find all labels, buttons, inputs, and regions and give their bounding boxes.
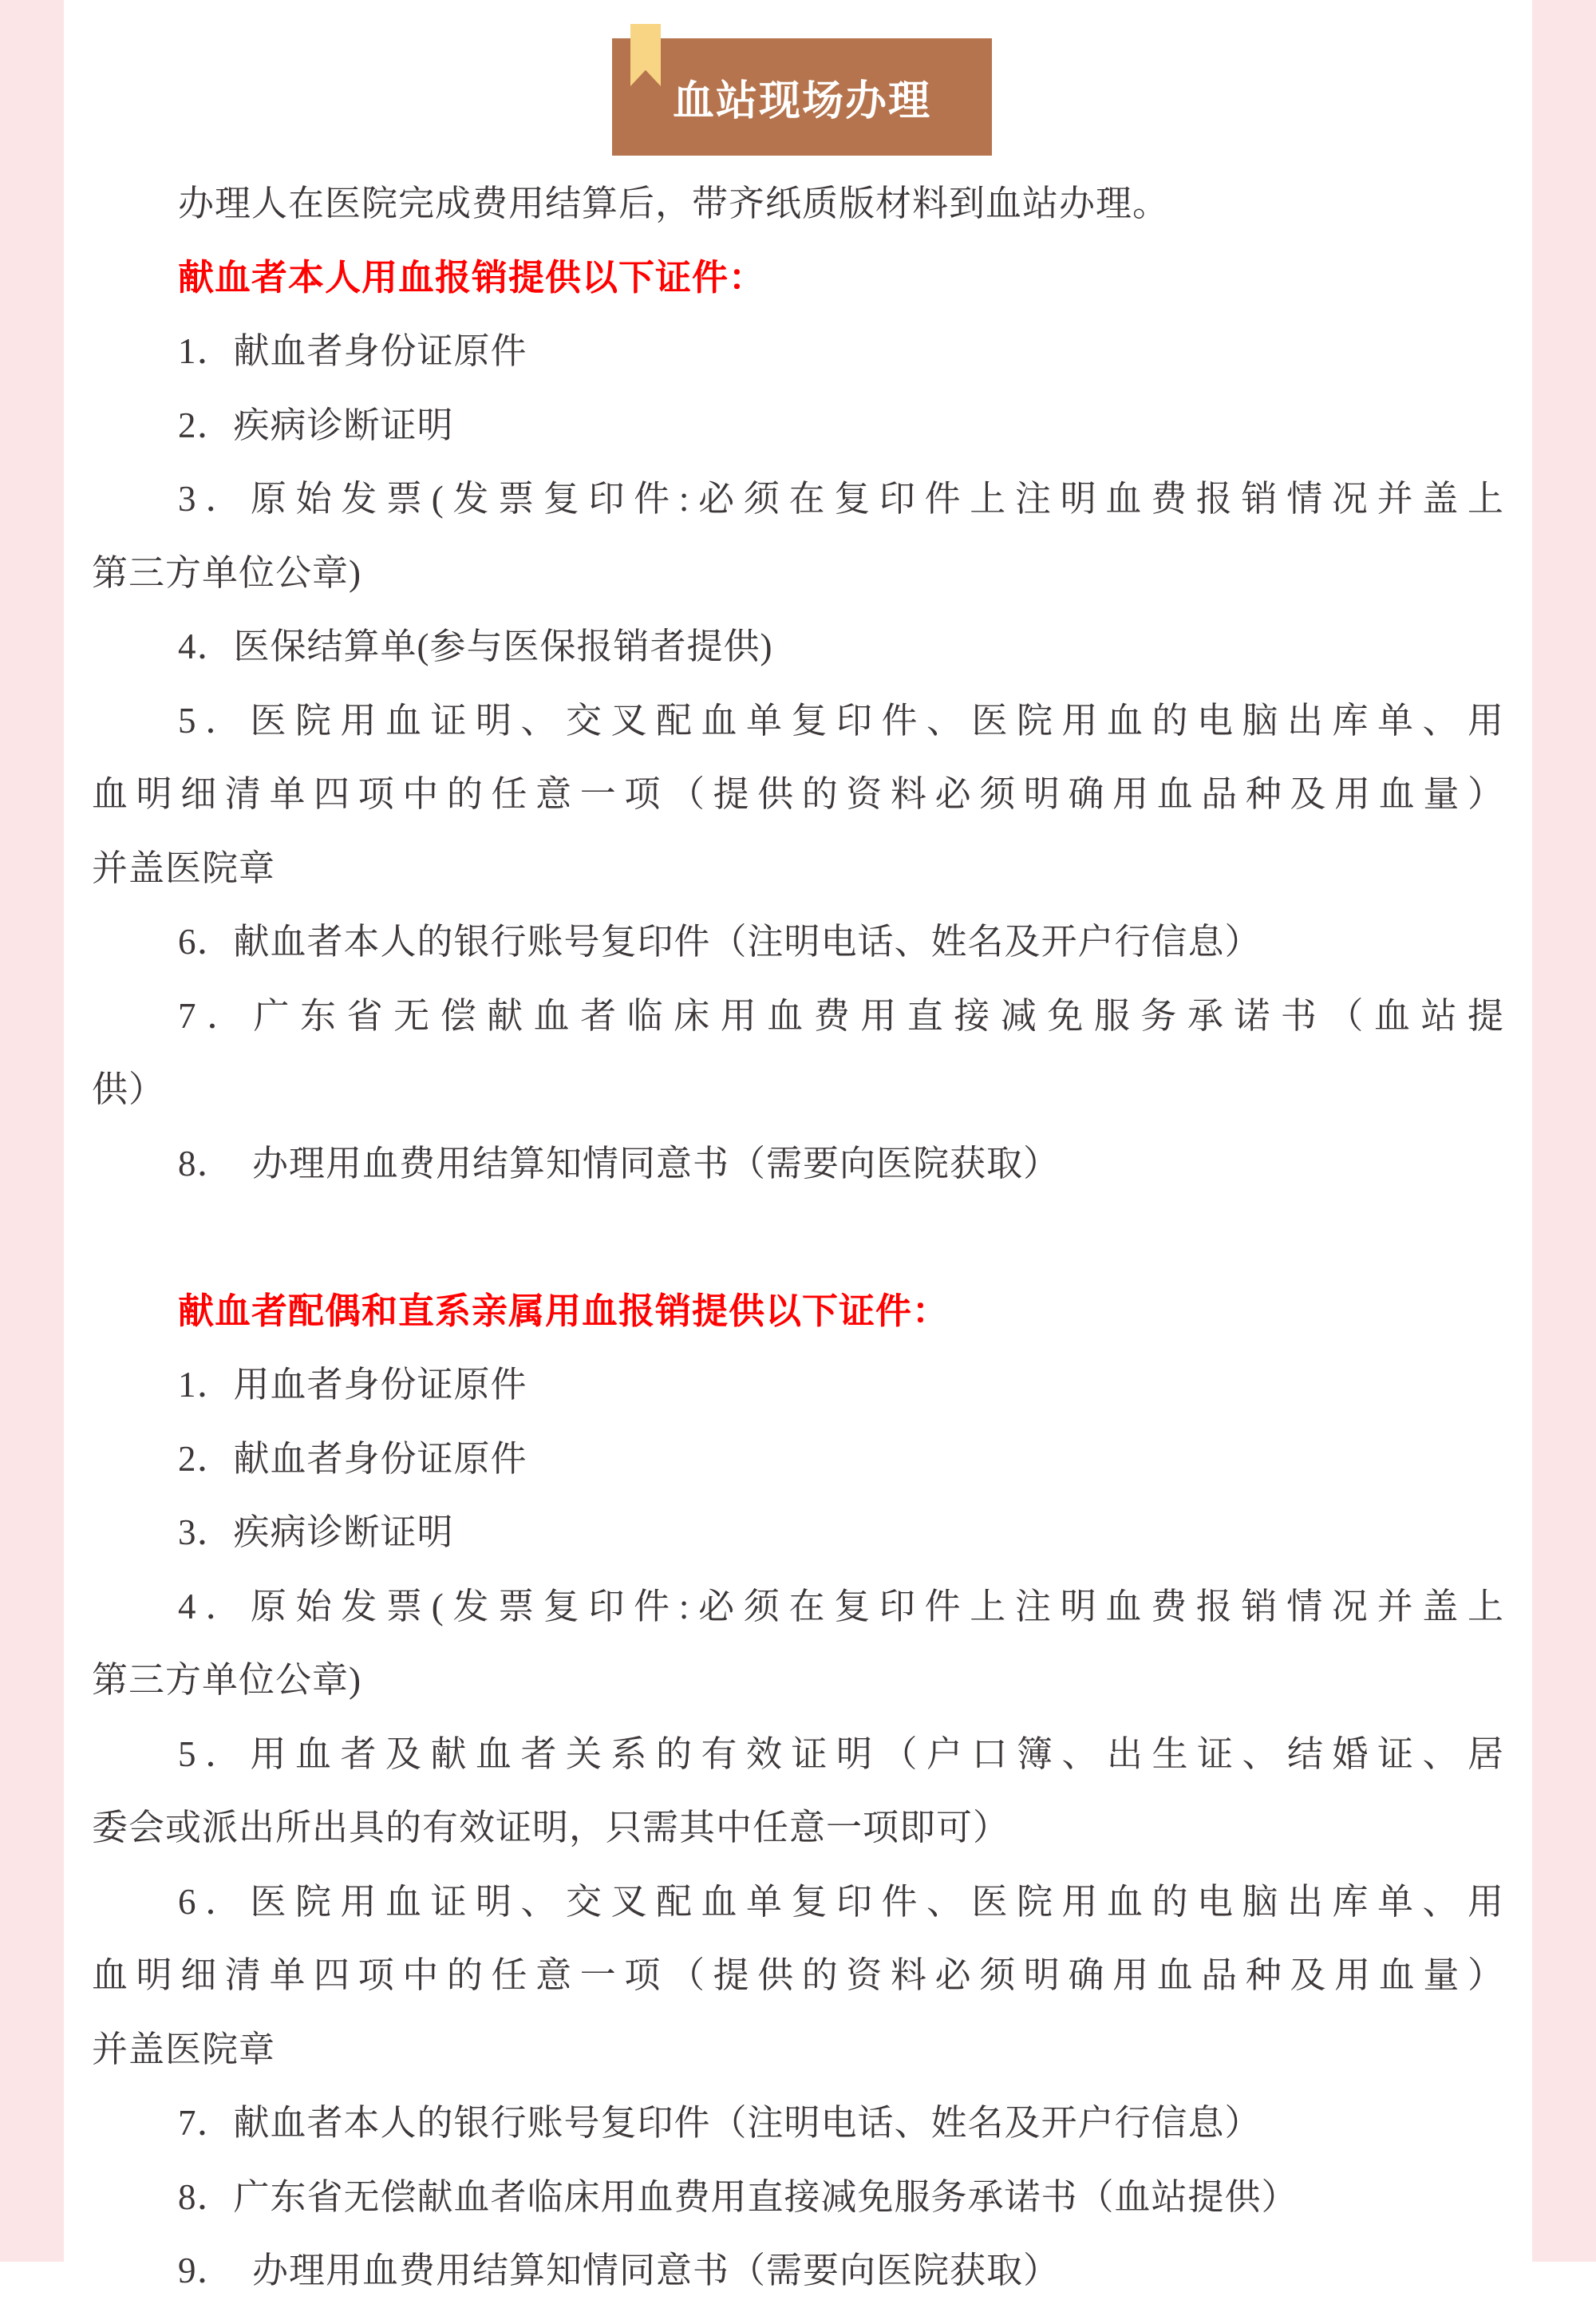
- section-heading: [92, 241, 1504, 315]
- paragraph: [92, 2086, 1504, 2160]
- text-line: [92, 1200, 1504, 1275]
- text-line: 血明细清单四项中的任意一项（提供的资料必须明确用血品种及用血量）: [92, 774, 1504, 814]
- text-line: 4．原始发票(发票复印件:必须在复印件上注明血费报销情况并盖上: [178, 1586, 1504, 1626]
- text-line: 第三方单位公章): [92, 552, 361, 593]
- text-line: 血明细清单四项中的任意一项（提供的资料必须明确用血品种及用血量）: [92, 1955, 1504, 1995]
- text-line: 7．献血者本人的银行账号复印件（注明电话、姓名及开户行信息）: [178, 2103, 1262, 2143]
- paragraph: [92, 1865, 1504, 2087]
- text-line: 6．献血者本人的银行账号复印件（注明电话、姓名及开户行信息）: [178, 922, 1262, 962]
- blank-line: [92, 1200, 1504, 1275]
- paragraph: [92, 389, 1504, 463]
- paragraph: [92, 2234, 1504, 2308]
- section-banner: [612, 38, 992, 156]
- paragraph: [92, 1496, 1504, 1570]
- banner-title: 血站现场办理: [672, 78, 931, 124]
- text-line: 供）: [92, 1069, 166, 1109]
- text-line: 6．医院用血证明、交叉配血单复印件、医院用血的电脑出库单、用: [178, 1881, 1504, 1922]
- text-line: 献血者配偶和直系亲属用血报销提供以下证件：: [178, 1290, 950, 1331]
- text-line: 第三方单位公章): [92, 1660, 361, 1700]
- text-line: 3．疾病诊断证明: [178, 1512, 454, 1552]
- text-line: 献血者本人用血报销提供以下证件：: [178, 257, 766, 298]
- text-line: 1．献血者身份证原件: [178, 331, 527, 371]
- paragraph: [92, 1570, 1504, 1717]
- paragraph: [92, 2160, 1504, 2235]
- paragraph: [92, 1127, 1504, 1201]
- text-line: 4．医保结算单(参与医保报销者提供): [178, 626, 773, 666]
- paragraph: [92, 1422, 1504, 1496]
- text-line: 2．献血者身份证原件: [178, 1438, 527, 1479]
- paragraph: [92, 979, 1504, 1127]
- paragraph: [92, 462, 1504, 610]
- text-line: 2．疾病诊断证明: [178, 405, 454, 445]
- text-line: 3．原始发票(发票复印件:必须在复印件上注明血费报销情况并盖上: [178, 479, 1504, 519]
- paragraph: [92, 314, 1504, 389]
- text-line: 8．广东省无偿献血者临床用血费用直接减免服务承诺书（血站提供）: [178, 2176, 1298, 2217]
- text-line: 委会或派出所出具的有效证明，只需其中任意一项即可）: [92, 1808, 1010, 1848]
- text-line: 并盖医院章: [92, 2029, 276, 2069]
- text-line: 5．用血者及献血者关系的有效证明（户口簿、出生证、结婚证、居: [178, 1733, 1504, 1774]
- paragraph: [92, 167, 1504, 241]
- text-line: 7．广东省无偿献血者临床用血费用直接减免服务承诺书（血站提: [178, 995, 1504, 1036]
- paragraph: [92, 1717, 1504, 1865]
- document-body: [92, 167, 1504, 2308]
- text-line: 5．医院用血证明、交叉配血单复印件、医院用血的电脑出库单、用: [178, 700, 1504, 741]
- paragraph: [92, 905, 1504, 979]
- paragraph: [92, 610, 1504, 684]
- text-line: 办理人在医院完成费用结算后，带齐纸质版材料到血站办理。: [178, 184, 1170, 223]
- text-line: 1．用血者身份证原件: [178, 1365, 527, 1405]
- text-line: 并盖医院章: [92, 848, 276, 888]
- right-border-strip: [1532, 0, 1596, 2262]
- text-line: 8． 办理用血费用结算知情同意书（需要向医院获取）: [178, 1143, 1061, 1184]
- paragraph: [92, 1348, 1504, 1422]
- left-border-strip: [0, 0, 64, 2262]
- text-line: 9． 办理用血费用结算知情同意书（需要向医院获取）: [178, 2251, 1061, 2290]
- paragraph: [92, 684, 1504, 906]
- section-heading: [92, 1275, 1504, 1349]
